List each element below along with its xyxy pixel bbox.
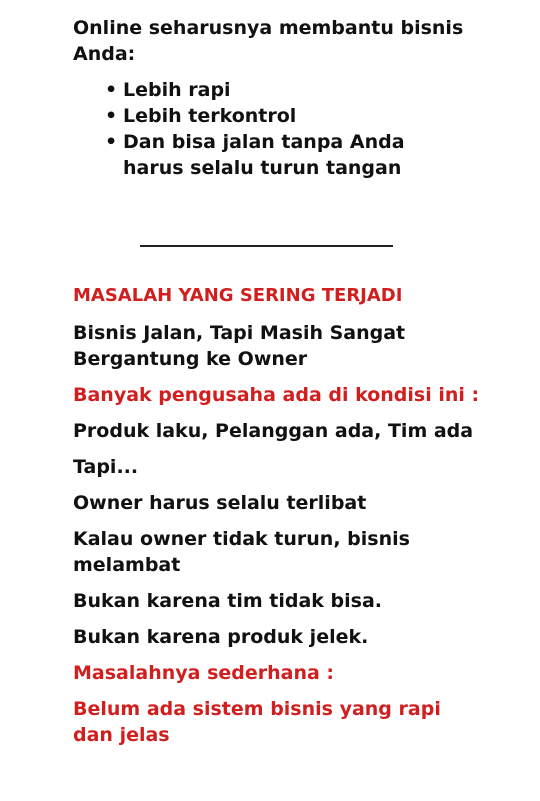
line-4: Kalau owner tidak turun, bisnis melambat — [73, 528, 410, 576]
intro-block — [73, 15, 473, 181]
benefit-list — [73, 77, 473, 181]
section-heading: MASALAH YANG SERING TERJADI — [73, 285, 403, 306]
line-6: Bukan karena produk jelek. — [73, 626, 369, 648]
problem-label: Masalahnya sederhana : — [73, 662, 335, 684]
section-divider — [140, 245, 393, 247]
list-item: • Lebih rapi — [123, 77, 463, 103]
intro-text: Online seharusnya membantu bisnis Anda: — [73, 17, 464, 65]
line-3: Owner harus selalu terlibat — [73, 492, 367, 514]
line-2: Tapi... — [73, 456, 139, 478]
list-item: • Dan bisa jalan tanpa Anda harus selalu turun tangan — [123, 129, 463, 181]
red-intro: Banyak pengusaha ada di kondisi ini : — [73, 384, 480, 406]
section-subtitle: Bisnis Jalan, Tapi Masih Sangat Bergantung ke Owner — [73, 322, 406, 370]
list-item: • Lebih terkontrol — [123, 103, 463, 129]
line-1: Produk laku, Pelanggan ada, Tim ada — [73, 420, 474, 442]
problem-statement: Belum ada sistem bisnis yang rapi dan jelas — [73, 698, 441, 746]
line-5: Bukan karena tim tidak bisa. — [73, 590, 383, 612]
